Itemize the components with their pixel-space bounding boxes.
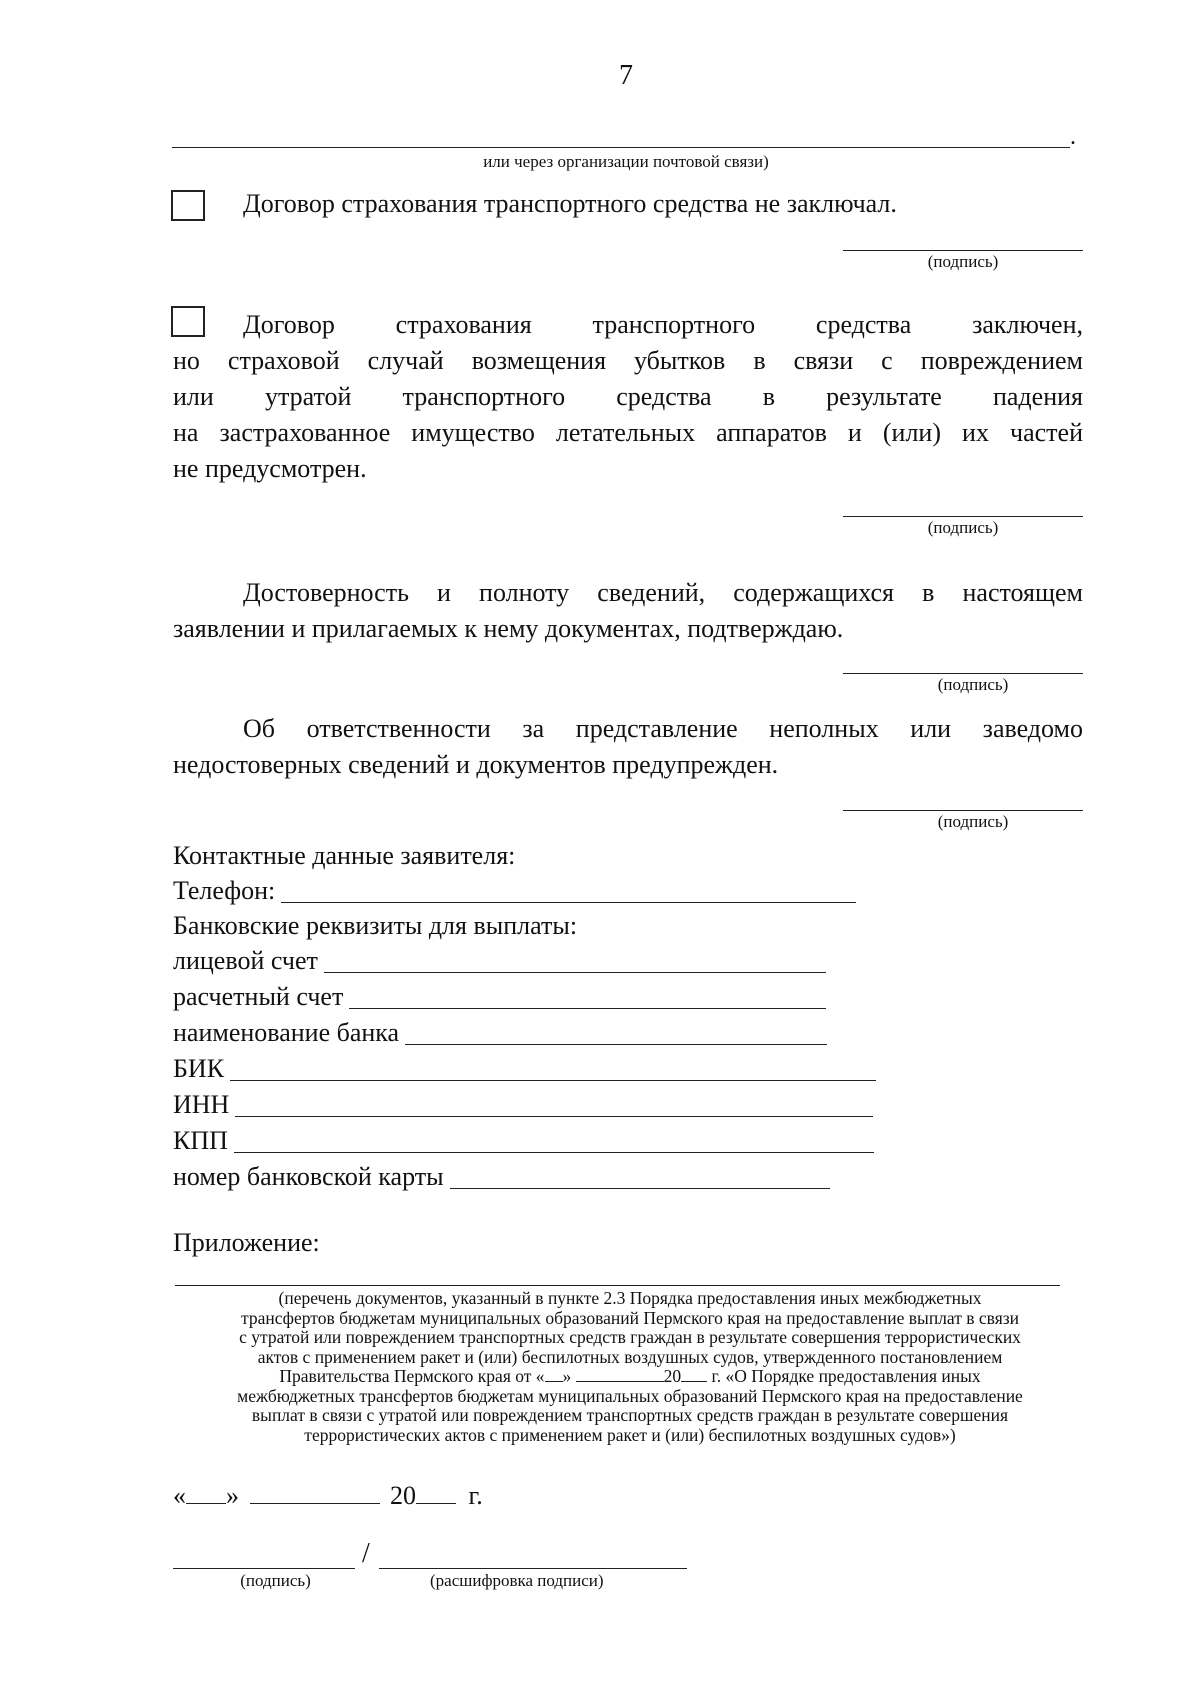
appendix-line-1: (перечень документов, указанный в пункте 2.3 Порядка предоставления иных межбюджетных (278, 1288, 982, 1308)
checkbox-no-insurance[interactable] (171, 190, 205, 221)
option1-text: Договор страхования транспортного средства не заключал. (243, 189, 897, 218)
top-fill-line (172, 147, 1070, 148)
date-day-blank[interactable] (186, 1481, 226, 1504)
bank-heading: Банковские реквизиты для выплаты: (173, 911, 578, 940)
date-year-suffix: г. (468, 1481, 483, 1510)
phone-field (173, 874, 856, 908)
warning-line-2: недостоверных сведений и документов предупрежден. (173, 750, 779, 779)
appendix-heading: Приложение: (173, 1228, 320, 1257)
signature-decoding-line[interactable] (379, 1568, 687, 1569)
appendix-day-blank (545, 1367, 563, 1382)
date-year-blank[interactable] (416, 1481, 456, 1504)
bik-input-line[interactable] (230, 1080, 876, 1081)
inn-field (173, 1088, 873, 1122)
option2-line-4: на застрахованное имущество летательных аппаратов и (или) их частей (173, 418, 1083, 447)
kpp-field (173, 1124, 874, 1158)
warning-line-1: Об ответственности за представление неполных или заведомо (243, 714, 1083, 743)
kpp-input-line[interactable] (234, 1152, 874, 1153)
final-signature-caption: (подпись) (240, 1571, 311, 1590)
settlement-account-field (173, 980, 826, 1014)
bank-name-input-line[interactable] (405, 1044, 827, 1045)
inn-input-line[interactable] (235, 1116, 873, 1117)
date-year-prefix: 20 (390, 1481, 416, 1510)
appendix-date-prefix: Правительства Пермского края от « (279, 1366, 545, 1386)
bik-label: БИК (173, 1054, 225, 1083)
final-signature-line[interactable] (173, 1568, 355, 1569)
appendix-fill-line[interactable] (175, 1285, 1060, 1286)
date-month-blank[interactable] (250, 1481, 380, 1504)
bank-name-label: наименование банка (173, 1018, 400, 1047)
appendix-date-suffix: г. «О Порядке предоставления иных (711, 1366, 981, 1386)
appendix-line-2: трансфертов бюджетам муниципальных образований Пермского края на предоставление выплат в связи (240, 1307, 1020, 1328)
kpp-label: КПП (173, 1126, 228, 1155)
appendix-line-7: выплат в связи с утратой или повреждением транспортных средств граждан в результате совершения (251, 1405, 1009, 1425)
inn-label: ИНН (173, 1090, 230, 1119)
date-close-quote: » (226, 1481, 239, 1510)
option2-paragraph (173, 307, 1083, 487)
top-line-period: . (1070, 124, 1076, 150)
signature-decoding-caption: (расшифровка подписи) (430, 1571, 604, 1590)
document-date (173, 1481, 483, 1511)
contacts-heading: Контактные данные заявителя: (173, 841, 516, 870)
appendix-note (160, 1289, 1100, 1445)
option2-line-1: Договор страхования транспортного средства заключен, (243, 310, 1083, 339)
appendix-line-3: с утратой или повреждением транспортных средств граждан в результате совершения террористических (239, 1327, 1021, 1347)
phone-label: Телефон: (173, 876, 276, 905)
settlement-account-input-line[interactable] (349, 1008, 826, 1009)
option2-signature-caption: (подпись) (927, 518, 999, 537)
appendix-line-6: межбюджетных трансфертов бюджетам муниципальных образований Пермского края на предоставление (237, 1385, 1023, 1406)
appendix-line-5 (160, 1367, 1100, 1387)
appendix-year-blank (681, 1367, 707, 1382)
confirm-line-2: заявлении и прилагаемых к нему документах, подтверждаю. (173, 614, 844, 643)
warning-signature-caption: (подпись) (937, 812, 1009, 831)
warning-paragraph (173, 711, 1083, 783)
warning-signature-line[interactable] (843, 810, 1083, 811)
personal-account-field (173, 944, 826, 978)
confirm-signature-line[interactable] (843, 673, 1083, 674)
card-number-input-line[interactable] (450, 1188, 830, 1189)
appendix-year-prefix: 20 (663, 1366, 682, 1386)
bank-name-field (173, 1016, 827, 1050)
card-number-field (173, 1160, 830, 1194)
bik-field (173, 1052, 876, 1086)
settlement-account-label: расчетный счет (173, 982, 344, 1011)
card-number-label: номер банковской карты (173, 1162, 444, 1191)
confirm-paragraph (173, 575, 1083, 647)
top-note: или через организации почтовой связи) (483, 152, 769, 171)
option1-signature-line[interactable] (843, 250, 1083, 251)
phone-input-line[interactable] (281, 902, 856, 903)
confirm-signature-caption: (подпись) (937, 675, 1009, 694)
confirm-line-1: Достоверность и полноту сведений, содержащихся в настоящем (243, 578, 1083, 607)
appendix-month-blank (576, 1367, 664, 1382)
option2-line-3: или утратой транспортного средства в результате падения (173, 382, 1083, 411)
date-open-quote: « (173, 1481, 186, 1510)
option2-line-5: не предусмотрен. (173, 454, 367, 483)
appendix-line-8: террористических актов с применением ракет и (или) беспилотных воздушных судов») (304, 1424, 956, 1445)
option1-signature-caption: (подпись) (927, 252, 999, 271)
option2-signature-line[interactable] (843, 516, 1083, 517)
appendix-date-close: » (562, 1366, 572, 1386)
personal-account-input-line[interactable] (324, 972, 826, 973)
appendix-line-4: актов с применением ракет и (или) беспилотных воздушных судов, утвержденного постановлением (257, 1346, 1003, 1367)
page-number: 7 (619, 60, 633, 91)
personal-account-label: лицевой счет (173, 946, 318, 975)
option2-line-2: но страховой случай возмещения убытков в связи с повреждением (173, 346, 1083, 375)
signature-separator: / (362, 1538, 370, 1569)
